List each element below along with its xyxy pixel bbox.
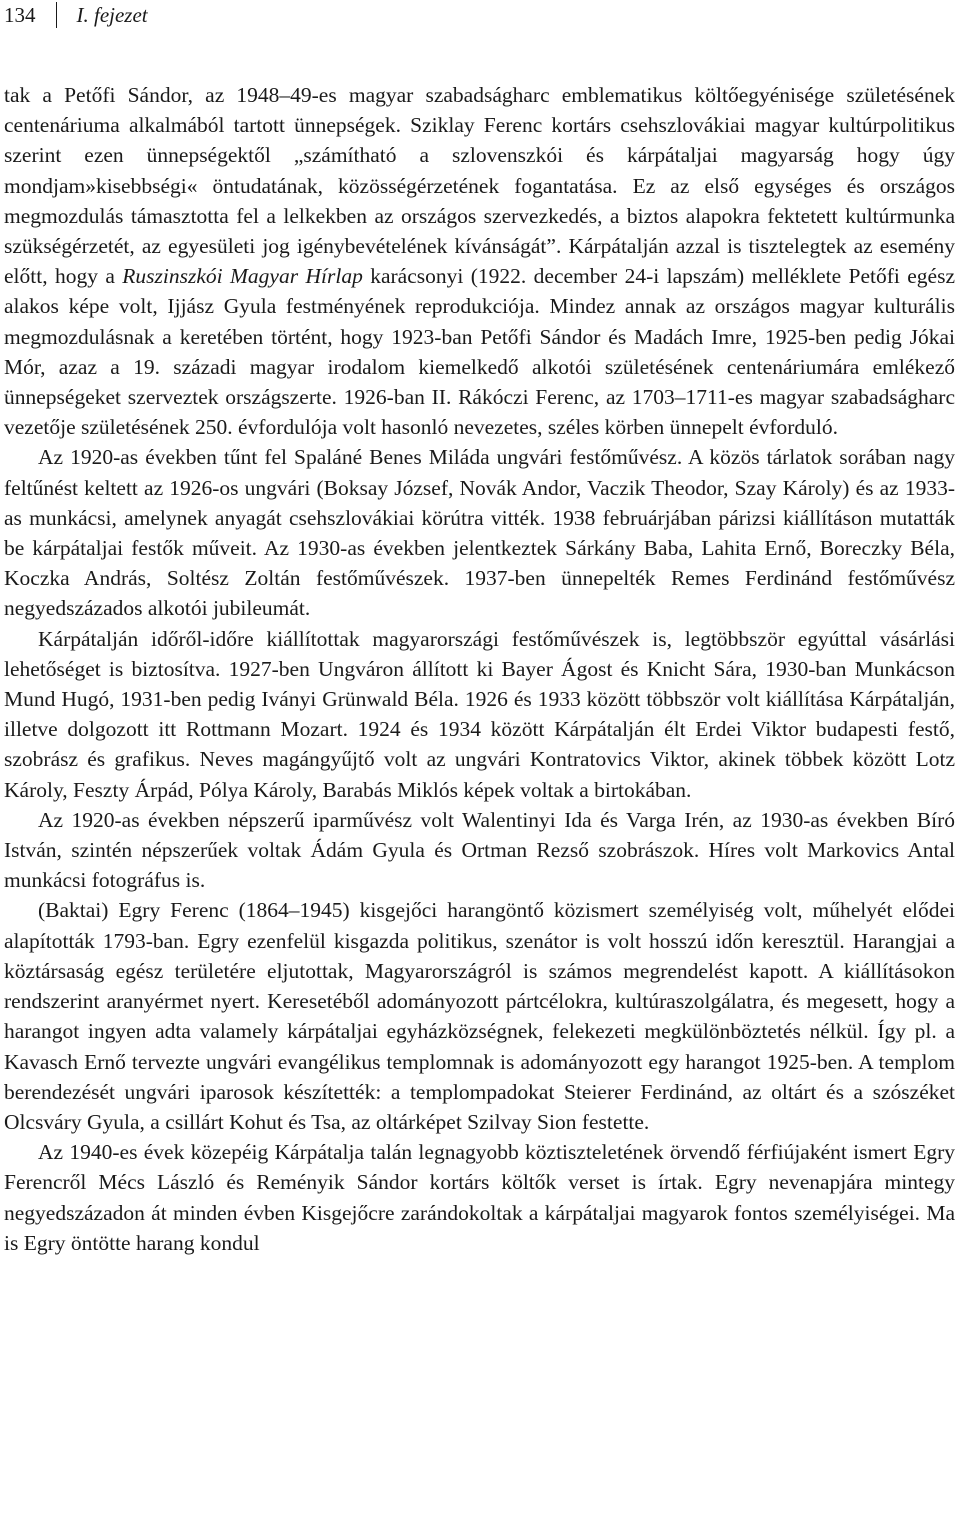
paragraph xyxy=(4,624,955,805)
paragraph xyxy=(4,80,955,442)
running-head xyxy=(4,0,148,30)
text-run: (Baktai) Egry Ferenc (1864–1945) kisgejőci harangöntő közismert személyiség volt, műhelyét elődei alapították 1793-ban. Egry ezenfelül kisgazda politikus, szenátor is volt hosszú időn keresztül. Harangjai a köztársaság egész területére eljutottak, Magyarországról is számos megrendelést kapott. A kiállításokon rendszerint aranyérmet nyert. Keresetéből adományozott pártcélokra, kultúraszolgálatra, és megesett, hogy a harangot ingyen adta valamely kárpátaljai egyházközségnek, felekezeti megkülönböztetés nélkül. Így pl. a Kavasch Ernő tervezte ungvári evangélikus templomnak is adományozott egy harangot 1925-ben. A templom berendezését ungvári iparosok készítették: a templompadokat Steierer Ferdinánd, az oltárt és a szószéket Olcsváry Gyula, a csillárt Kohut és Tsa, az oltárképet Szilvay Sion festette. xyxy=(4,898,955,1134)
paragraph xyxy=(4,895,955,1137)
paragraph xyxy=(4,805,955,896)
italic-title: Ruszinszkói Magyar Hírlap xyxy=(122,264,363,289)
paragraph xyxy=(4,442,955,623)
chapter-title: I. fejezet xyxy=(76,3,148,27)
text-run: Az 1920-as években tűnt fel Spaláné Benes Miláda ungvári festőművész. A közös tárlatok sorában nagy feltűnést keltett az 1926-os ungvári (Boksay József, Novák Andor, Vaczik Theodor, Szay Károly) és az 1933-as munkácsi, amelynek anyagát csehszlovákiai körútra vitték. 1938 februárjában párizsi kiállításon mutatták be kárpátaljai festők műveit. Az 1930-as években jelentkeztek Sárkány Baba, Lahita Ernő, Boreczky Béla, Koczka András, Soltész Zoltán festőművészek. 1937-ben ünnepelték Remes Ferdinánd festőművész negyedszázados alkotói jubileumát. xyxy=(4,445,955,621)
body-text xyxy=(4,80,955,1258)
page-number: 134 xyxy=(4,3,36,27)
paragraph xyxy=(4,1137,955,1258)
text-run: Kárpátalján időről-időre kiállítottak magyarországi festőművészek is, legtöbbször egyúttal vásárlási lehetőséget is biztosítva. 1927-ben Ungváron állított ki Bayer Ágost és Knicht Sára, 1930-ban Munkácson Mund Hugó, 1931-ben pedig Iványi Grünwald Béla. 1926 és 1933 között többször volt kiállítása Kárpátalján, illetve dolgozott itt Rottmann Mozart. 1924 és 1934 között Kárpátalján élt Erdei Viktor budapesti festő, szobrász és grafikus. Neves magángyűjtő volt az ungvári Kontratovics Viktor, akinek többek között Lotz Károly, Feszty Árpád, Pólya Károly, Barabás Miklós képek voltak a birtokában. xyxy=(4,626,955,802)
text-run: tak a Petőfi Sándor, az 1948–49-es magyar szabadságharc emblematikus költőegyénisége születésének centenáriuma alkalmából tartott ünnepségek. Sziklay Ferenc kortárs csehszlovákiai magyar kultúrpolitikus szerint ezen ünnepségektől „számítható a szlovenszkói és kárpátaljai magyarság hogy úgy mondjam»kisebbségi« öntudatának, közösségérzetének fogantatása. Ez az első egységes és országos megmozdulás támasztotta fel a lelkekben az országos szervezkedés, a biztos alapokra fektetett kultúrmunka szükségérzetét, az egyesületi jog igénybevételének kívánságát”. Kárpátalján azzal is tisztelegtek az esemény előtt, hogy a xyxy=(4,83,955,289)
text-run: Az 1920-as években népszerű iparművész volt Walentinyi Ida és Varga Irén, az 1930-as években Bíró István, szintén népszerűek voltak Ádám Gyula és Ortman Rezső szobrászok. Híres volt Markovics Antal munkácsi fotográfus is. xyxy=(4,807,955,893)
text-run: Az 1940-es évek közepéig Kárpátalja talán legnagyobb köztiszteletének örvendő férfiújaként ismert Egry Ferencről Mécs László és Reményik Sándor kortárs költők verset is írtak. Egry nevenapjára mintegy negyedszázadon át minden évben Kisgejőcre zarándokoltak a kárpátaljai magyarok fontos személyiségei. Ma is Egry öntötte harang kondul xyxy=(4,1140,955,1255)
text-run: karácsonyi (1922. december 24-i lapszám) melléklete Petőfi egész alakos képe volt, Ijjász Gyula festményének reprodukciója. Mindez annak az országos magyar kulturális megmozdulásnak a keretében történt, hogy 1923-ban Petőfi Sándor és Madách Imre, 1925-ben pedig Jókai Mór, azaz a 19. századi magyar irodalom kiemelkedő alkotói születésének centenáriumára emlékező ünnepségeket szerveztek országszerte. 1926-ban II. Rákóczi Ferenc, az 1703–1711-es magyar szabadságharc vezetője születésének 250. évfordulója volt hasonló nevezetes, széles körben ünnepelt évforduló. xyxy=(4,264,956,440)
